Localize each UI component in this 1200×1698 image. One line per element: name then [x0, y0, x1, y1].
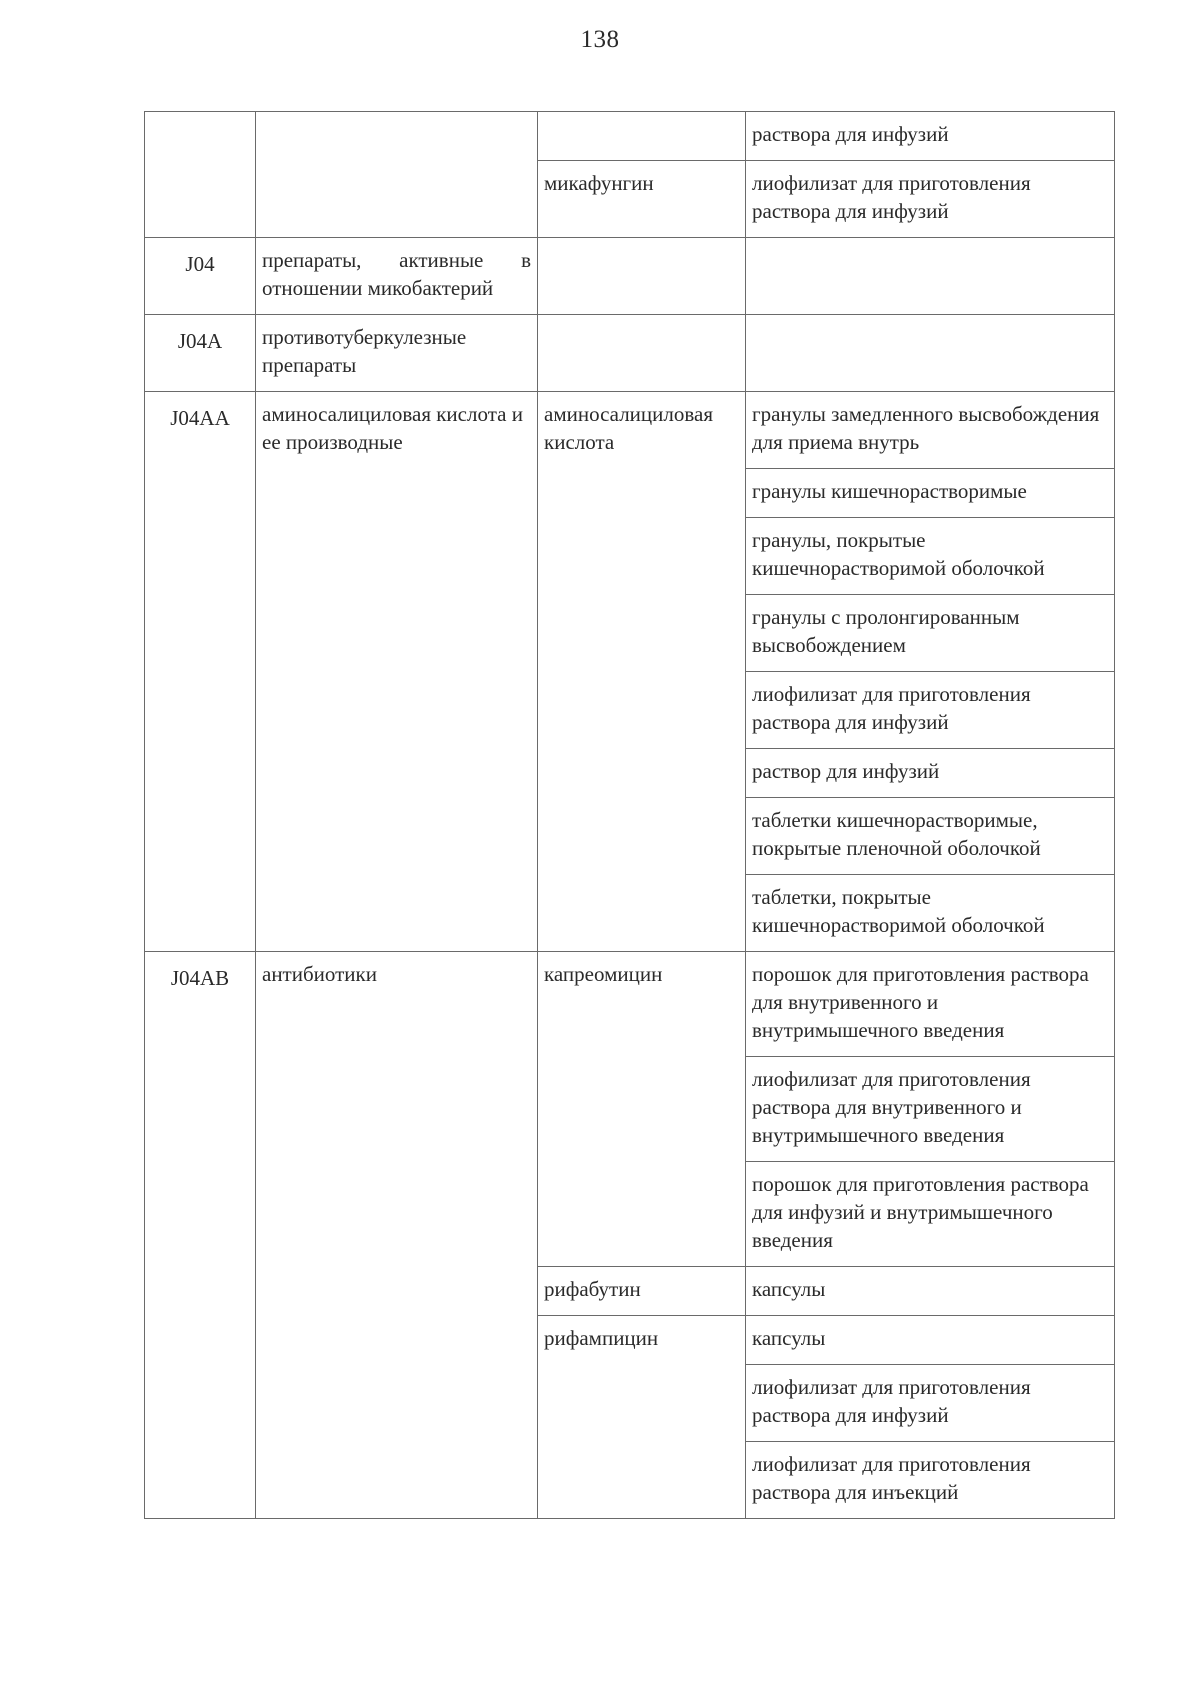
form-cell: порошок для приготовления раствора для внутривенного и внутримышечного введения [746, 952, 1115, 1057]
drug-cell: капреомицин [538, 952, 746, 1267]
group-cell: препараты, активные в отношении микобактерий [256, 238, 538, 315]
drug-table [144, 111, 1115, 1519]
form-cell: лиофилизат для приготовления раствора для инъекций [746, 1442, 1115, 1519]
group-cell: противотуберкулезные препараты [256, 315, 538, 392]
form-cell: лиофилизат для приготовления раствора для инфузий [746, 161, 1115, 238]
table-row [145, 315, 1115, 392]
group-cell [256, 112, 538, 238]
form-cell: лиофилизат для приготовления раствора для инфузий [746, 672, 1115, 749]
drug-cell [538, 238, 746, 315]
atc-code-cell: J04AB [145, 952, 256, 1519]
form-cell: раствор для инфузий [746, 749, 1115, 798]
form-cell: гранулы, покрытые кишечнорастворимой оболочкой [746, 518, 1115, 595]
table-row [145, 112, 1115, 161]
atc-code-cell [145, 112, 256, 238]
table-row [145, 392, 1115, 469]
drug-cell: рифабутин [538, 1267, 746, 1316]
form-cell: капсулы [746, 1267, 1115, 1316]
atc-code-cell: J04A [145, 315, 256, 392]
form-cell: капсулы [746, 1316, 1115, 1365]
form-cell: гранулы кишечнорастворимые [746, 469, 1115, 518]
form-cell: таблетки, покрытые кишечнорастворимой оболочкой [746, 875, 1115, 952]
atc-code-cell: J04AA [145, 392, 256, 952]
drug-cell [538, 315, 746, 392]
atc-code-cell: J04 [145, 238, 256, 315]
form-cell: раствора для инфузий [746, 112, 1115, 161]
table-row [145, 952, 1115, 1057]
page-number: 138 [580, 26, 620, 53]
drug-cell: аминосалициловая кислота [538, 392, 746, 952]
group-cell: аминосалициловая кислота и ее производные [256, 392, 538, 952]
form-cell: гранулы с пролонгированным высвобождением [746, 595, 1115, 672]
form-cell [746, 238, 1115, 315]
form-cell [746, 315, 1115, 392]
form-cell: лиофилизат для приготовления раствора для инфузий [746, 1365, 1115, 1442]
group-cell: антибиотики [256, 952, 538, 1519]
drug-cell: микафунгин [538, 161, 746, 238]
form-cell: лиофилизат для приготовления раствора для внутривенного и внутримышечного введения [746, 1057, 1115, 1162]
table-row [145, 238, 1115, 315]
drug-cell: рифампицин [538, 1316, 746, 1519]
form-cell: гранулы замедленного высвобождения для приема внутрь [746, 392, 1115, 469]
form-cell: порошок для приготовления раствора для инфузий и внутримышечного введения [746, 1162, 1115, 1267]
form-cell: таблетки кишечнорастворимые, покрытые пленочной оболочкой [746, 798, 1115, 875]
drug-cell [538, 112, 746, 161]
